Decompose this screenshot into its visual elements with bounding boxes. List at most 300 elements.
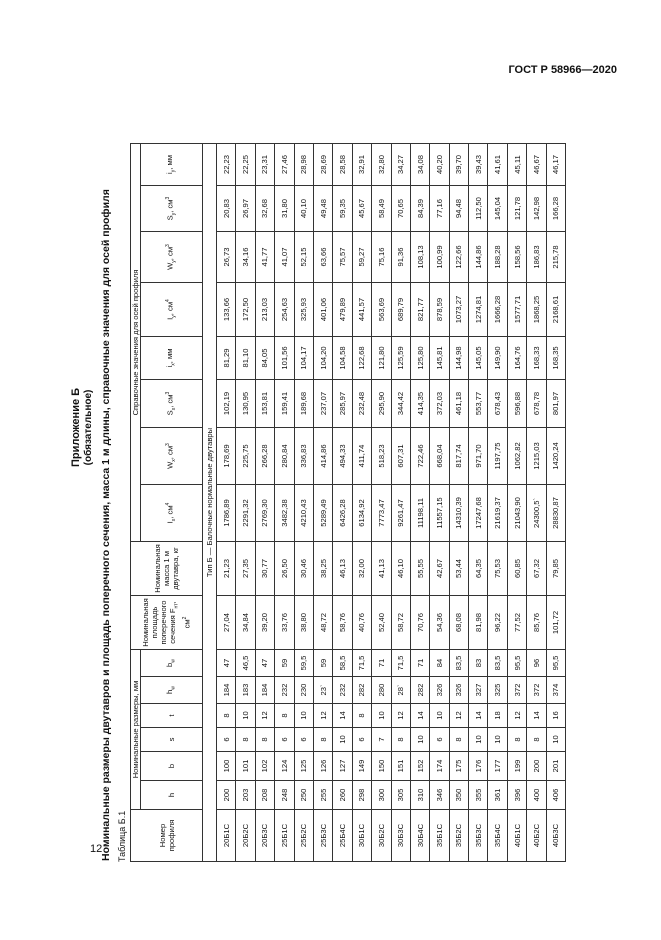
- profile-number-cell: 25Б3С: [313, 810, 332, 862]
- table-row: [430, 144, 449, 862]
- table-cell: 184: [217, 677, 236, 704]
- table-cell: 34,08: [410, 144, 429, 186]
- table-cell: 6: [352, 728, 371, 752]
- table-cell: 10: [236, 704, 255, 728]
- table-row: [391, 144, 410, 862]
- table-cell: 414,86: [313, 428, 332, 485]
- table-cell: 201: [546, 752, 565, 781]
- table-cell: 1215,03: [527, 428, 546, 485]
- table-cell: 126: [313, 752, 332, 781]
- profile-number-cell: 25Б4С: [333, 810, 352, 862]
- table-cell: 6: [294, 728, 313, 752]
- table-cell: 101: [236, 752, 255, 781]
- col-wy: $W_y$, $см^3$: [141, 232, 203, 283]
- table-cell: 47: [217, 650, 236, 677]
- table-cell: 59,35: [333, 186, 352, 232]
- table-cell: 2769,30: [255, 485, 274, 542]
- profile-table: [130, 143, 566, 862]
- table-cell: 149,90: [488, 337, 507, 380]
- table-cell: 34,16: [236, 232, 255, 283]
- table-cell: 7: [372, 728, 391, 752]
- table-cell: 30,46: [294, 542, 313, 596]
- table-cell: 326: [449, 677, 468, 704]
- table-cell: 8: [313, 728, 332, 752]
- table-cell: 361: [488, 781, 507, 810]
- table-cell: 27,04: [217, 596, 236, 650]
- table-cell: 23,31: [255, 144, 274, 186]
- table-cell: 30,77: [255, 542, 274, 596]
- table-cell: 166,28: [546, 186, 565, 232]
- table-cell: 325: [488, 677, 507, 704]
- table-cell: 689,79: [391, 283, 410, 337]
- table-cell: 130,95: [236, 380, 255, 428]
- table-cell: 33,76: [275, 596, 294, 650]
- table-cell: 414,35: [410, 380, 429, 428]
- table-cell: 34,27: [391, 144, 410, 186]
- table-cell: 46,67: [527, 144, 546, 186]
- profile-number-cell: 35Б2С: [449, 810, 468, 862]
- rotated-content: [70, 0, 661, 940]
- table-cell: 23`: [313, 677, 332, 704]
- table-cell: 142,98: [527, 186, 546, 232]
- table-cell: 102,19: [217, 380, 236, 428]
- table-row: [217, 144, 236, 862]
- table-cell: 144,98: [449, 337, 468, 380]
- table-cell: 295,90: [372, 380, 391, 428]
- col-ix-radius: $i_x$, мм: [141, 337, 203, 380]
- table-cell: 83,5: [488, 650, 507, 677]
- table-cell: 305: [391, 781, 410, 810]
- table-cell: 31,80: [275, 186, 294, 232]
- table-cell: 821,77: [410, 283, 429, 337]
- table-cell: 596,88: [507, 380, 526, 428]
- table-cell: 1666,28: [488, 283, 507, 337]
- table-cell: 230: [294, 677, 313, 704]
- table-cell: 8: [275, 704, 294, 728]
- table-cell: 678,43: [488, 380, 507, 428]
- table-cell: 127: [333, 752, 352, 781]
- table-cell: 63,66: [313, 232, 332, 283]
- table-cell: 46,10: [391, 542, 410, 596]
- table-cell: 28830,87: [546, 485, 565, 542]
- table-cell: 153,81: [255, 380, 274, 428]
- table-cell: 46,13: [333, 542, 352, 596]
- table-cell: 208: [255, 781, 274, 810]
- profile-number-cell: 40Б1С: [507, 810, 526, 862]
- table-cell: 71,5: [391, 650, 410, 677]
- table-cell: 21619,37: [488, 485, 507, 542]
- profile-number-cell: 40Б3С: [546, 810, 565, 862]
- table-cell: 1062,82: [507, 428, 526, 485]
- table-cell: 41,13: [372, 542, 391, 596]
- table-cell: 10: [294, 704, 313, 728]
- col-bw: $b_w$: [141, 650, 203, 677]
- table-cell: 46,5: [236, 650, 255, 677]
- table-cell: 59: [275, 650, 294, 677]
- table-cell: 189,68: [294, 380, 313, 428]
- table-cell: 150: [372, 752, 391, 781]
- table-cell: 101,56: [275, 337, 294, 380]
- table-cell: 607,31: [391, 428, 410, 485]
- table-cell: 10: [546, 728, 565, 752]
- table-cell: 248: [275, 781, 294, 810]
- table-cell: 77,52: [507, 596, 526, 650]
- table-cell: 282: [410, 677, 429, 704]
- table-cell: 346: [430, 781, 449, 810]
- table-cell: 83: [469, 650, 488, 677]
- table-cell: 178,69: [217, 428, 236, 485]
- table-cell: 94,48: [449, 186, 468, 232]
- table-cell: 58,72: [391, 596, 410, 650]
- table-cell: 11198,11: [410, 485, 429, 542]
- table-cell: 971,70: [469, 428, 488, 485]
- table-cell: 11557,15: [430, 485, 449, 542]
- table-cell: 310: [410, 781, 429, 810]
- table-cell: 27,46: [275, 144, 294, 186]
- main-title: Номинальные размеры двутавров и площадь поперечного сечения, масса 1 м длины, справочные значения для осей профиля: [100, 189, 112, 861]
- col-area: Номинальная площадь поперечного сечения $F_{нт}$, $см^2$: [131, 596, 203, 650]
- table-cell: 32,68: [255, 186, 274, 232]
- table-cell: 152: [410, 752, 429, 781]
- table-cell: 112,50: [469, 186, 488, 232]
- table-cell: 174: [430, 752, 449, 781]
- table-cell: 10: [469, 728, 488, 752]
- table-cell: 95,5: [507, 650, 526, 677]
- table-cell: 1577,71: [507, 283, 526, 337]
- table-cell: 38,25: [313, 542, 332, 596]
- table-cell: 14: [410, 704, 429, 728]
- table-cell: 75,53: [488, 542, 507, 596]
- table-cell: 48,72: [313, 596, 332, 650]
- table-cell: 326: [430, 677, 449, 704]
- table-cell: 79,85: [546, 542, 565, 596]
- table-cell: 199: [507, 752, 526, 781]
- table-cell: 158,56: [507, 232, 526, 283]
- table-cell: 183: [236, 677, 255, 704]
- table-cell: 260: [333, 781, 352, 810]
- table-cell: 159,41: [275, 380, 294, 428]
- table-cell: 77,16: [430, 186, 449, 232]
- table-cell: 280: [372, 677, 391, 704]
- table-cell: 10: [333, 728, 352, 752]
- table-cell: 184: [255, 677, 274, 704]
- table-cell: 144,86: [469, 232, 488, 283]
- appendix-title: Приложение Б: [70, 387, 82, 468]
- table-cell: 215,78: [546, 232, 565, 283]
- table-row: [275, 144, 294, 862]
- table-cell: 344,42: [391, 380, 410, 428]
- table-cell: 176: [469, 752, 488, 781]
- table-cell: 39,43: [469, 144, 488, 186]
- table-cell: 479,89: [333, 283, 352, 337]
- table-cell: 336,83: [294, 428, 313, 485]
- table-cell: 52,40: [372, 596, 391, 650]
- table-cell: 75,57: [333, 232, 352, 283]
- col-hw: $h_w$: [141, 677, 203, 704]
- table-cell: 47: [255, 650, 274, 677]
- table-cell: 1274,81: [469, 283, 488, 337]
- table-cell: 39,20: [255, 596, 274, 650]
- table-cell: 58,5: [333, 650, 352, 677]
- table-cell: 34,84: [236, 596, 255, 650]
- table-cell: 125: [294, 752, 313, 781]
- table-row: [488, 144, 507, 862]
- profile-number-cell: 30Б4С: [410, 810, 429, 862]
- table-cell: 100: [217, 752, 236, 781]
- table-row: [546, 144, 565, 862]
- table-cell: 168,33: [527, 337, 546, 380]
- table-cell: 12: [313, 704, 332, 728]
- table-cell: 225,75: [236, 428, 255, 485]
- table-cell: 121,80: [372, 337, 391, 380]
- standard-header: ГОСТ Р 58966—2020: [508, 64, 617, 76]
- table-row: [333, 144, 352, 862]
- table-cell: 96: [527, 650, 546, 677]
- table-cell: 350: [449, 781, 468, 810]
- appendix-subtitle: (обязательное): [83, 389, 94, 466]
- table-cell: 4210,43: [294, 485, 313, 542]
- col-s: s: [141, 728, 203, 752]
- table-cell: 186,83: [527, 232, 546, 283]
- table-cell: 32,00: [352, 542, 371, 596]
- table-cell: 5289,49: [313, 485, 332, 542]
- table-cell: 168,35: [546, 337, 565, 380]
- table-body: [203, 144, 566, 862]
- table-cell: 401,06: [313, 283, 332, 337]
- table-cell: 84,39: [410, 186, 429, 232]
- table-cell: 2291,32: [236, 485, 255, 542]
- table-cell: 55,55: [410, 542, 429, 596]
- table-cell: 6: [217, 728, 236, 752]
- table-cell: 101,72: [546, 596, 565, 650]
- table-cell: 38,80: [294, 596, 313, 650]
- table-cell: 8: [527, 728, 546, 752]
- table-cell: 42,67: [430, 542, 449, 596]
- table-cell: 374: [546, 677, 565, 704]
- table-cell: 96,22: [488, 596, 507, 650]
- table-cell: 7773,47: [372, 485, 391, 542]
- profile-number-cell: 30Б1С: [352, 810, 371, 862]
- table-cell: 1786,89: [217, 485, 236, 542]
- table-cell: 53,44: [449, 542, 468, 596]
- table-cell: 237,07: [313, 380, 332, 428]
- profile-number-cell: 20Б1С: [217, 810, 236, 862]
- table-cell: 817,74: [449, 428, 468, 485]
- table-label: Таблица Б.1: [117, 810, 127, 862]
- table-row: [313, 144, 332, 862]
- table-cell: 40,10: [294, 186, 313, 232]
- table-cell: 84,05: [255, 337, 274, 380]
- profile-number-cell: 20Б3С: [255, 810, 274, 862]
- table-cell: 411,74: [352, 428, 371, 485]
- table-cell: 68,08: [449, 596, 468, 650]
- group-nominal: Номинальные размеры, мм: [131, 650, 141, 810]
- table-row: [469, 144, 488, 862]
- table-cell: 327: [469, 677, 488, 704]
- table-cell: 104,17: [294, 337, 313, 380]
- table-cell: 8: [449, 728, 468, 752]
- table-cell: 553,77: [469, 380, 488, 428]
- table-cell: 1420,24: [546, 428, 565, 485]
- table-cell: 6426,28: [333, 485, 352, 542]
- table-cell: 91,36: [391, 232, 410, 283]
- table-cell: 355: [469, 781, 488, 810]
- table-cell: 124: [275, 752, 294, 781]
- table-cell: 39,70: [449, 144, 468, 186]
- profile-number-cell: 30Б2С: [372, 810, 391, 862]
- col-h: h: [141, 781, 203, 810]
- table-cell: 6: [275, 728, 294, 752]
- table-cell: 14310,39: [449, 485, 468, 542]
- table-cell: 149: [352, 752, 371, 781]
- table-cell: 151: [391, 752, 410, 781]
- table-cell: 177: [488, 752, 507, 781]
- table-cell: 41,07: [275, 232, 294, 283]
- table-cell: 10: [488, 728, 507, 752]
- table-row: [352, 144, 371, 862]
- table-cell: 28,58: [333, 144, 352, 186]
- table-cell: 125,80: [410, 337, 429, 380]
- profile-number-cell: 25Б1С: [275, 810, 294, 862]
- table-cell: 878,59: [430, 283, 449, 337]
- table-cell: 372: [507, 677, 526, 704]
- table-cell: 22,23: [217, 144, 236, 186]
- profile-number-cell: 35Б4С: [488, 810, 507, 862]
- table-cell: 52,15: [294, 232, 313, 283]
- table-cell: 71: [372, 650, 391, 677]
- table-cell: 54,36: [430, 596, 449, 650]
- table-cell: 41,61: [488, 144, 507, 186]
- profile-number-cell: 25Б2С: [294, 810, 313, 862]
- table-cell: 563,69: [372, 283, 391, 337]
- table-cell: 280,84: [275, 428, 294, 485]
- profile-number-cell: 30Б3С: [391, 810, 410, 862]
- page-number: 12: [90, 843, 103, 855]
- table-cell: 396: [507, 781, 526, 810]
- table-cell: 668,04: [430, 428, 449, 485]
- table-cell: 108,13: [410, 232, 429, 283]
- table-cell: 26,50: [275, 542, 294, 596]
- table-cell: 3482,38: [275, 485, 294, 542]
- table-cell: 26,97: [236, 186, 255, 232]
- table-cell: 266,28: [255, 428, 274, 485]
- table-cell: 46,17: [546, 144, 565, 186]
- table-cell: 28,98: [294, 144, 313, 186]
- table-cell: 67,32: [527, 542, 546, 596]
- table-cell: 801,97: [546, 380, 565, 428]
- table-cell: 255: [313, 781, 332, 810]
- table-cell: 12: [507, 704, 526, 728]
- table-cell: 400: [527, 781, 546, 810]
- table-cell: 325,93: [294, 283, 313, 337]
- table-cell: 175: [449, 752, 468, 781]
- table-cell: 164,76: [507, 337, 526, 380]
- table-cell: 22,25: [236, 144, 255, 186]
- col-ix-moment: $I_x$, $см^4$: [141, 485, 203, 542]
- group-ref: Справочные значения для осей профиля: [131, 144, 141, 542]
- table-cell: 232,48: [352, 380, 371, 428]
- table-cell: 45,67: [352, 186, 371, 232]
- table-cell: 254,63: [275, 283, 294, 337]
- col-t: t: [141, 704, 203, 728]
- table-cell: 85,76: [527, 596, 546, 650]
- col-sy: $S_y$, $см^3$: [141, 186, 203, 232]
- table-cell: 40,76: [352, 596, 371, 650]
- table-cell: 6134,92: [352, 485, 371, 542]
- table-cell: 232: [333, 677, 352, 704]
- table-row: [527, 144, 546, 862]
- table-cell: 125,59: [391, 337, 410, 380]
- table-cell: 28`: [391, 677, 410, 704]
- table-cell: 21,23: [217, 542, 236, 596]
- table-cell: 372,03: [430, 380, 449, 428]
- table-cell: 40,20: [430, 144, 449, 186]
- table-row: [507, 144, 526, 862]
- table-cell: 24300,5`: [527, 485, 546, 542]
- table-cell: 200: [217, 781, 236, 810]
- table-row: [236, 144, 255, 862]
- table-cell: 678,78: [527, 380, 546, 428]
- table-cell: 95,5: [546, 650, 565, 677]
- table-cell: 64,35: [469, 542, 488, 596]
- table-cell: 6: [430, 728, 449, 752]
- table-cell: 145,05: [469, 337, 488, 380]
- col-iy-radius: $i_y$, мм: [141, 144, 203, 186]
- profile-number-cell: 40Б2С: [527, 810, 546, 862]
- col-b: b: [141, 752, 203, 781]
- table-cell: 12: [255, 704, 274, 728]
- table-cell: 10: [430, 704, 449, 728]
- table-cell: 16: [546, 704, 565, 728]
- table-cell: 58,49: [372, 186, 391, 232]
- table-cell: 188,28: [488, 232, 507, 283]
- col-wx: $W_x$, $см^3$: [141, 428, 203, 485]
- table-cell: 14: [527, 704, 546, 728]
- table-cell: 285,97: [333, 380, 352, 428]
- table-cell: 8: [391, 728, 410, 752]
- table-cell: 75,16: [372, 232, 391, 283]
- table-cell: 18: [488, 704, 507, 728]
- table-cell: 1073,27: [449, 283, 468, 337]
- table-cell: 59,5: [294, 650, 313, 677]
- table-row: [449, 144, 468, 862]
- table-cell: 81,10: [236, 337, 255, 380]
- table-cell: 8: [255, 728, 274, 752]
- table-cell: 58,76: [333, 596, 352, 650]
- table-cell: 172,50: [236, 283, 255, 337]
- table-cell: 14: [333, 704, 352, 728]
- table-cell: 20,83: [217, 186, 236, 232]
- table-row: [372, 144, 391, 862]
- table-cell: 203: [236, 781, 255, 810]
- col-mass: Номинальная масса 1 м двутавра, кг: [131, 542, 203, 596]
- table-cell: 70,65: [391, 186, 410, 232]
- table-row: [255, 144, 274, 862]
- table-cell: 70,76: [410, 596, 429, 650]
- table-cell: 8: [507, 728, 526, 752]
- table-cell: 45,11: [507, 144, 526, 186]
- table-cell: 81,29: [217, 337, 236, 380]
- table-cell: 10: [410, 728, 429, 752]
- table-cell: 8: [236, 728, 255, 752]
- table-cell: 32,80: [372, 144, 391, 186]
- table-cell: 104,20: [313, 337, 332, 380]
- table-cell: 41,77: [255, 232, 274, 283]
- table-cell: 122,66: [449, 232, 468, 283]
- table-cell: 441,57: [352, 283, 371, 337]
- table-cell: 2168,61: [546, 283, 565, 337]
- table-cell: 250: [294, 781, 313, 810]
